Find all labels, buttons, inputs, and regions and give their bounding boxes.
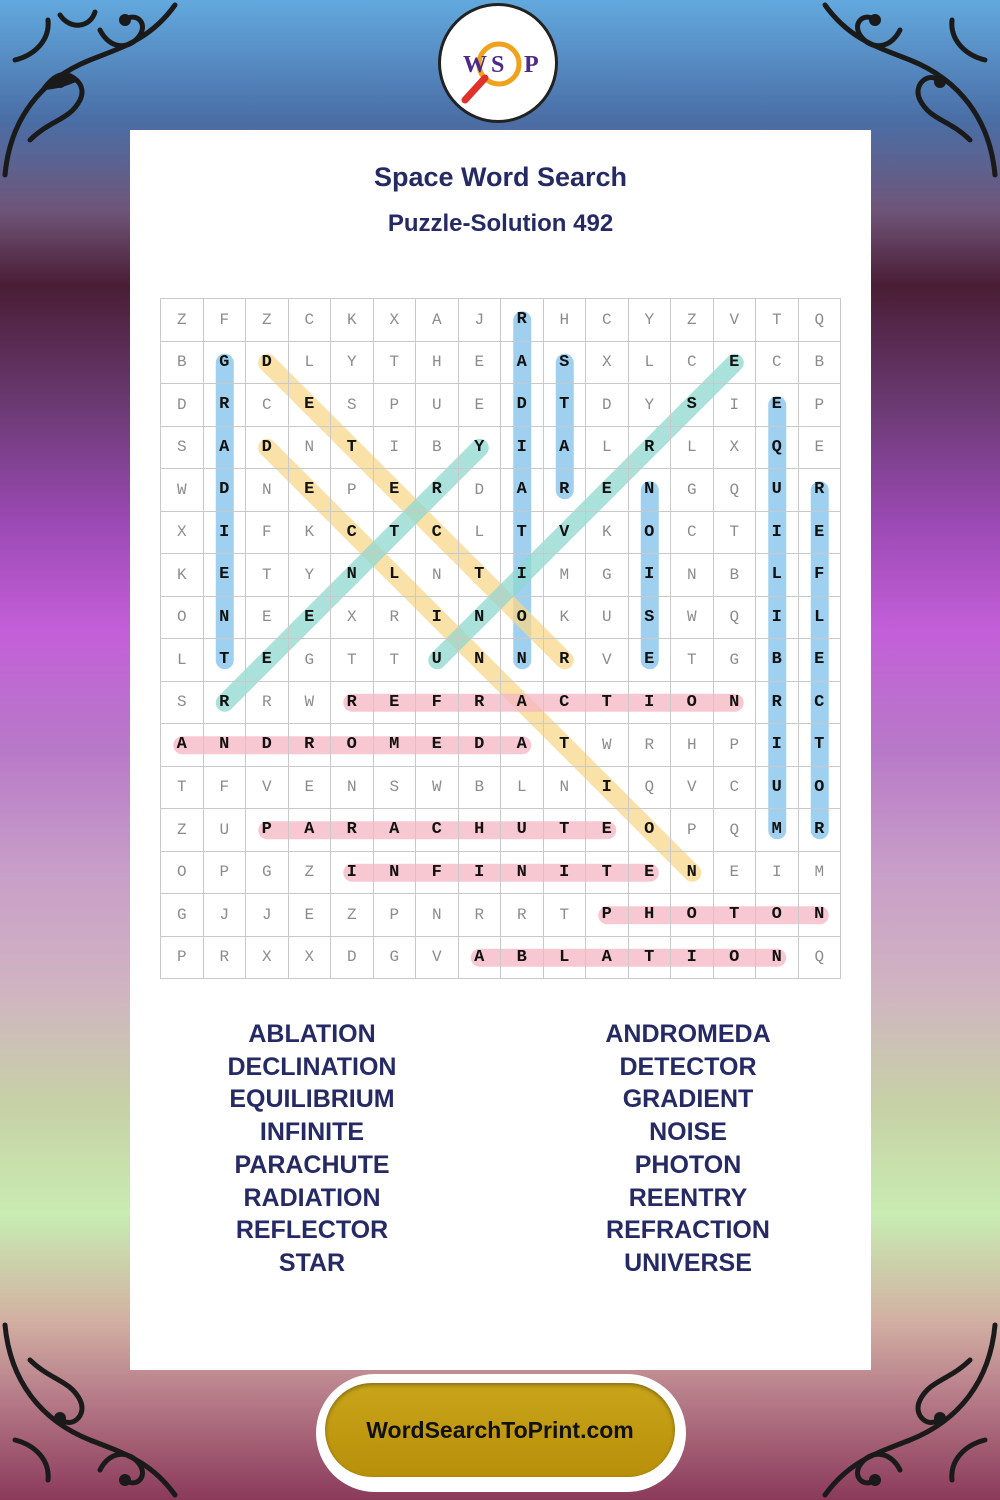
grid-cell: E <box>374 469 417 512</box>
grid-cell: C <box>586 299 629 342</box>
grid-cell: T <box>799 724 842 767</box>
grid-cell: U <box>756 767 799 810</box>
grid-cell: A <box>459 937 502 980</box>
grid-cell: Y <box>459 427 502 470</box>
grid-cell: P <box>799 384 842 427</box>
grid-cell: R <box>374 597 417 640</box>
grid-cell: I <box>501 427 544 470</box>
grid-cell: F <box>416 852 459 895</box>
grid-cell: O <box>671 894 714 937</box>
grid-cell: A <box>544 427 587 470</box>
magnifier-icon <box>441 6 555 120</box>
grid-cell: V <box>714 299 757 342</box>
word-list-item: REFLECTOR <box>235 1216 389 1245</box>
grid-cell: L <box>586 427 629 470</box>
grid-cell: T <box>374 342 417 385</box>
grid-cell: R <box>629 427 672 470</box>
grid-cell: P <box>586 894 629 937</box>
grid-cell: I <box>671 937 714 980</box>
grid-cell: X <box>331 597 374 640</box>
grid-cell: T <box>331 639 374 682</box>
word-list-item: NOISE <box>649 1118 727 1147</box>
grid-cell: U <box>501 809 544 852</box>
grid-cell: U <box>586 597 629 640</box>
grid-cell: Q <box>799 937 842 980</box>
grid-cell: E <box>586 809 629 852</box>
grid-cell: H <box>416 342 459 385</box>
grid-cell: E <box>714 852 757 895</box>
grid-cell: E <box>459 342 502 385</box>
grid-cell: V <box>416 937 459 980</box>
grid-cell: D <box>161 384 204 427</box>
grid-cell: Z <box>331 894 374 937</box>
grid-cell: Q <box>629 767 672 810</box>
grid-cell: C <box>544 682 587 725</box>
grid-cell: P <box>714 724 757 767</box>
grid-cell: D <box>204 469 247 512</box>
grid-cell: R <box>331 809 374 852</box>
grid-cell: J <box>246 894 289 937</box>
grid-cell: E <box>714 342 757 385</box>
grid-cell: N <box>501 639 544 682</box>
grid-cell: C <box>416 809 459 852</box>
word-list-left <box>212 1018 412 1280</box>
grid-cell: N <box>331 554 374 597</box>
grid-cell: I <box>756 724 799 767</box>
site-link[interactable]: WordSearchToPrint.com <box>366 1416 634 1443</box>
grid-cell: H <box>459 809 502 852</box>
grid-cell: Q <box>714 469 757 512</box>
grid-cell: X <box>374 299 417 342</box>
grid-cell: P <box>204 852 247 895</box>
grid-cell: Q <box>799 299 842 342</box>
grid-cell: T <box>374 639 417 682</box>
word-list-item: ANDROMEDA <box>605 1020 771 1048</box>
grid-cell: G <box>204 342 247 385</box>
grid-cell: O <box>756 894 799 937</box>
grid-cell: Z <box>289 852 332 895</box>
grid-cell: C <box>331 512 374 555</box>
grid-cell: P <box>671 809 714 852</box>
grid-cell: E <box>756 384 799 427</box>
grid-cell: N <box>374 852 417 895</box>
grid-cell: I <box>459 852 502 895</box>
grid-cell: E <box>204 554 247 597</box>
grid-cell: G <box>374 937 417 980</box>
grid-cell: W <box>671 597 714 640</box>
grid-cell: D <box>331 937 374 980</box>
grid-cell: A <box>289 809 332 852</box>
letter-grid <box>160 298 841 979</box>
grid-cell: X <box>161 512 204 555</box>
grid-cell: I <box>331 852 374 895</box>
grid-cell: C <box>756 342 799 385</box>
grid-cell: T <box>459 554 502 597</box>
grid-cell: B <box>161 342 204 385</box>
grid-cell: A <box>501 469 544 512</box>
grid-cell: T <box>204 639 247 682</box>
grid-cell: R <box>629 724 672 767</box>
grid-cell: T <box>714 512 757 555</box>
word-list-item: ABLATION <box>248 1020 376 1048</box>
grid-cell: N <box>714 682 757 725</box>
grid-cell: D <box>586 384 629 427</box>
grid-cell: M <box>374 724 417 767</box>
word-list-item: REFRACTION <box>606 1216 770 1245</box>
grid-cell: O <box>671 682 714 725</box>
grid-cell: G <box>586 554 629 597</box>
grid-cell: L <box>671 427 714 470</box>
grid-cell: N <box>756 937 799 980</box>
puzzle-title: Space Word Search <box>373 162 628 192</box>
grid-cell: D <box>459 724 502 767</box>
grid-cell: U <box>204 809 247 852</box>
grid-cell: C <box>416 512 459 555</box>
grid-cell: A <box>204 427 247 470</box>
grid-cell: S <box>544 342 587 385</box>
grid-cell: H <box>629 894 672 937</box>
grid-cell: E <box>246 597 289 640</box>
word-list-item: PHOTON <box>634 1150 742 1179</box>
grid-cell: I <box>629 554 672 597</box>
logo-letter-p: P <box>524 52 539 78</box>
grid-cell: N <box>629 469 672 512</box>
grid-cell: A <box>501 342 544 385</box>
grid-cell: N <box>544 767 587 810</box>
word-list-item: EQUILIBRIUM <box>229 1085 395 1114</box>
grid-cell: W <box>586 724 629 767</box>
grid-cell: O <box>331 724 374 767</box>
grid-cell: R <box>544 469 587 512</box>
grid-cell: R <box>204 682 247 725</box>
grid-cell: E <box>629 852 672 895</box>
grid-cell: E <box>289 767 332 810</box>
grid-cell: S <box>161 682 204 725</box>
grid-cell: I <box>544 852 587 895</box>
grid-cell: L <box>161 639 204 682</box>
grid-cell: R <box>416 469 459 512</box>
grid-cell: O <box>629 512 672 555</box>
grid-cell: E <box>629 639 672 682</box>
grid-cell: G <box>714 639 757 682</box>
grid-cell: N <box>459 597 502 640</box>
grid-cell: T <box>756 299 799 342</box>
grid-cell: R <box>756 682 799 725</box>
grid-cell: O <box>714 937 757 980</box>
grid-cell: K <box>331 299 374 342</box>
grid-cell: E <box>459 384 502 427</box>
grid-cell: R <box>544 639 587 682</box>
grid-cell: L <box>544 937 587 980</box>
grid-cell: R <box>204 384 247 427</box>
logo-letter-w: W <box>463 52 487 78</box>
grid-cell: Q <box>714 809 757 852</box>
grid-cell: Z <box>161 299 204 342</box>
word-list-item: INFINITE <box>259 1118 365 1147</box>
grid-cell: Z <box>671 299 714 342</box>
grid-cell: Z <box>246 299 289 342</box>
grid-cell: T <box>714 894 757 937</box>
grid-cell: T <box>671 639 714 682</box>
grid-cell: M <box>756 809 799 852</box>
grid-cell: Q <box>714 597 757 640</box>
grid-cell: R <box>246 682 289 725</box>
word-list-item: UNIVERSE <box>624 1248 752 1277</box>
grid-cell: U <box>416 639 459 682</box>
grid-cell: R <box>204 937 247 980</box>
grid-cell: S <box>331 384 374 427</box>
grid-cell: U <box>756 469 799 512</box>
grid-cell: I <box>374 427 417 470</box>
grid-cell: A <box>586 937 629 980</box>
grid-cell: X <box>586 342 629 385</box>
grid-cell: P <box>331 469 374 512</box>
grid-cell: V <box>544 512 587 555</box>
grid-cell: D <box>501 384 544 427</box>
grid-cell: M <box>544 554 587 597</box>
grid-cell: K <box>289 512 332 555</box>
wsp-logo <box>438 3 558 123</box>
grid-cell: G <box>161 894 204 937</box>
grid-cell: E <box>289 469 332 512</box>
grid-cell: C <box>671 512 714 555</box>
grid-cell: R <box>799 469 842 512</box>
grid-cell: G <box>671 469 714 512</box>
word-list-item: PARACHUTE <box>234 1150 390 1179</box>
grid-cell: W <box>161 469 204 512</box>
grid-cell: B <box>714 554 757 597</box>
grid-cell: T <box>161 767 204 810</box>
grid-cell: Y <box>629 299 672 342</box>
grid-cell: I <box>586 767 629 810</box>
grid-cell: N <box>204 724 247 767</box>
grid-cell: H <box>671 724 714 767</box>
grid-cell: N <box>416 554 459 597</box>
grid-cell: X <box>714 427 757 470</box>
word-list-item: REENTRY <box>628 1183 748 1212</box>
grid-cell: S <box>374 767 417 810</box>
grid-cell: I <box>714 384 757 427</box>
grid-cell: T <box>629 937 672 980</box>
grid-cell: S <box>629 597 672 640</box>
grid-cell: L <box>799 597 842 640</box>
grid-cell: L <box>501 767 544 810</box>
grid-cell: F <box>416 682 459 725</box>
grid-cell: Y <box>331 342 374 385</box>
grid-cell: N <box>459 639 502 682</box>
grid-cell: J <box>204 894 247 937</box>
grid-cell: M <box>799 852 842 895</box>
grid-cell: N <box>331 767 374 810</box>
grid-cell: L <box>756 554 799 597</box>
grid-cell: J <box>459 299 502 342</box>
grid-cell: P <box>374 384 417 427</box>
grid-cell: E <box>799 639 842 682</box>
grid-cell: P <box>374 894 417 937</box>
grid-cell: O <box>629 809 672 852</box>
grid-cell: R <box>459 682 502 725</box>
grid-cell: D <box>459 469 502 512</box>
grid-cell: T <box>544 384 587 427</box>
grid-cell: I <box>756 597 799 640</box>
grid-cell: K <box>586 512 629 555</box>
grid-cell: G <box>289 639 332 682</box>
grid-cell: O <box>161 852 204 895</box>
grid-cell: U <box>416 384 459 427</box>
grid-cell: T <box>331 427 374 470</box>
grid-cell: H <box>544 299 587 342</box>
grid-cell: R <box>799 809 842 852</box>
grid-cell: Q <box>756 427 799 470</box>
grid-cell: S <box>671 384 714 427</box>
word-list-item: STAR <box>278 1248 346 1277</box>
grid-cell: I <box>629 682 672 725</box>
grid-cell: I <box>204 512 247 555</box>
grid-cell: B <box>756 639 799 682</box>
grid-cell: C <box>289 299 332 342</box>
grid-cell: E <box>246 639 289 682</box>
grid-cell: C <box>799 682 842 725</box>
grid-cell: A <box>161 724 204 767</box>
grid-cell: A <box>374 809 417 852</box>
grid-cell: E <box>586 469 629 512</box>
word-list-right <box>588 1018 788 1280</box>
grid-cell: D <box>246 427 289 470</box>
grid-cell: R <box>501 894 544 937</box>
grid-cell: A <box>416 299 459 342</box>
grid-cell: C <box>246 384 289 427</box>
grid-cell: F <box>204 767 247 810</box>
grid-cell: N <box>289 427 332 470</box>
puzzle-subtitle: Puzzle-Solution 492 <box>387 210 614 237</box>
grid-cell: I <box>756 852 799 895</box>
grid-cell: T <box>544 724 587 767</box>
word-list-item: DECLINATION <box>227 1052 397 1081</box>
grid-cell: I <box>501 554 544 597</box>
grid-cell: A <box>501 724 544 767</box>
grid-cell: Y <box>289 554 332 597</box>
grid-cell: N <box>416 894 459 937</box>
grid-cell: N <box>671 554 714 597</box>
grid-cell: Z <box>161 809 204 852</box>
grid-cell: N <box>799 894 842 937</box>
grid-cell: L <box>374 554 417 597</box>
word-list-item: GRADIENT <box>622 1085 754 1114</box>
grid-cell: E <box>289 597 332 640</box>
grid-cell: D <box>246 724 289 767</box>
grid-cell: L <box>459 512 502 555</box>
grid-cell: C <box>714 767 757 810</box>
grid-cell: P <box>246 809 289 852</box>
word-search-grid <box>160 298 841 979</box>
grid-cell: F <box>204 299 247 342</box>
grid-cell: Y <box>629 384 672 427</box>
grid-cell: B <box>501 937 544 980</box>
grid-cell: L <box>629 342 672 385</box>
grid-cell: B <box>416 427 459 470</box>
grid-cell: K <box>544 597 587 640</box>
grid-cell: A <box>501 682 544 725</box>
word-list-item: RADIATION <box>243 1183 381 1212</box>
grid-cell: O <box>501 597 544 640</box>
grid-cell: V <box>246 767 289 810</box>
grid-cell: L <box>289 342 332 385</box>
grid-cell: X <box>246 937 289 980</box>
grid-cell: N <box>671 852 714 895</box>
grid-cell: V <box>671 767 714 810</box>
grid-cell: R <box>331 682 374 725</box>
grid-cell: G <box>246 852 289 895</box>
grid-cell: E <box>289 384 332 427</box>
grid-cell: N <box>204 597 247 640</box>
grid-cell: T <box>544 809 587 852</box>
grid-cell: F <box>799 554 842 597</box>
grid-cell: T <box>586 682 629 725</box>
grid-cell: P <box>161 937 204 980</box>
grid-cell: R <box>459 894 502 937</box>
grid-cell: B <box>799 342 842 385</box>
grid-cell: T <box>544 894 587 937</box>
grid-cell: T <box>246 554 289 597</box>
grid-cell: E <box>374 682 417 725</box>
grid-cell: F <box>246 512 289 555</box>
grid-cell: O <box>161 597 204 640</box>
grid-cell: R <box>289 724 332 767</box>
grid-cell: N <box>501 852 544 895</box>
grid-cell: I <box>756 512 799 555</box>
word-list-item: DETECTOR <box>619 1052 757 1081</box>
grid-cell: T <box>374 512 417 555</box>
grid-cell: R <box>501 299 544 342</box>
grid-cell: I <box>416 597 459 640</box>
grid-cell: X <box>289 937 332 980</box>
grid-cell: W <box>289 682 332 725</box>
grid-cell: T <box>501 512 544 555</box>
grid-cell: K <box>161 554 204 597</box>
grid-cell: T <box>586 852 629 895</box>
grid-cell: D <box>246 342 289 385</box>
grid-cell: E <box>799 427 842 470</box>
grid-cell: W <box>416 767 459 810</box>
grid-cell: E <box>799 512 842 555</box>
grid-cell: S <box>161 427 204 470</box>
grid-cell: E <box>289 894 332 937</box>
grid-cell: B <box>459 767 502 810</box>
grid-cell: N <box>246 469 289 512</box>
grid-cell: E <box>416 724 459 767</box>
footer-badge[interactable] <box>325 1383 675 1477</box>
grid-cell: V <box>586 639 629 682</box>
grid-cell: O <box>799 767 842 810</box>
logo-letter-s: S <box>491 52 505 78</box>
grid-cell: C <box>671 342 714 385</box>
